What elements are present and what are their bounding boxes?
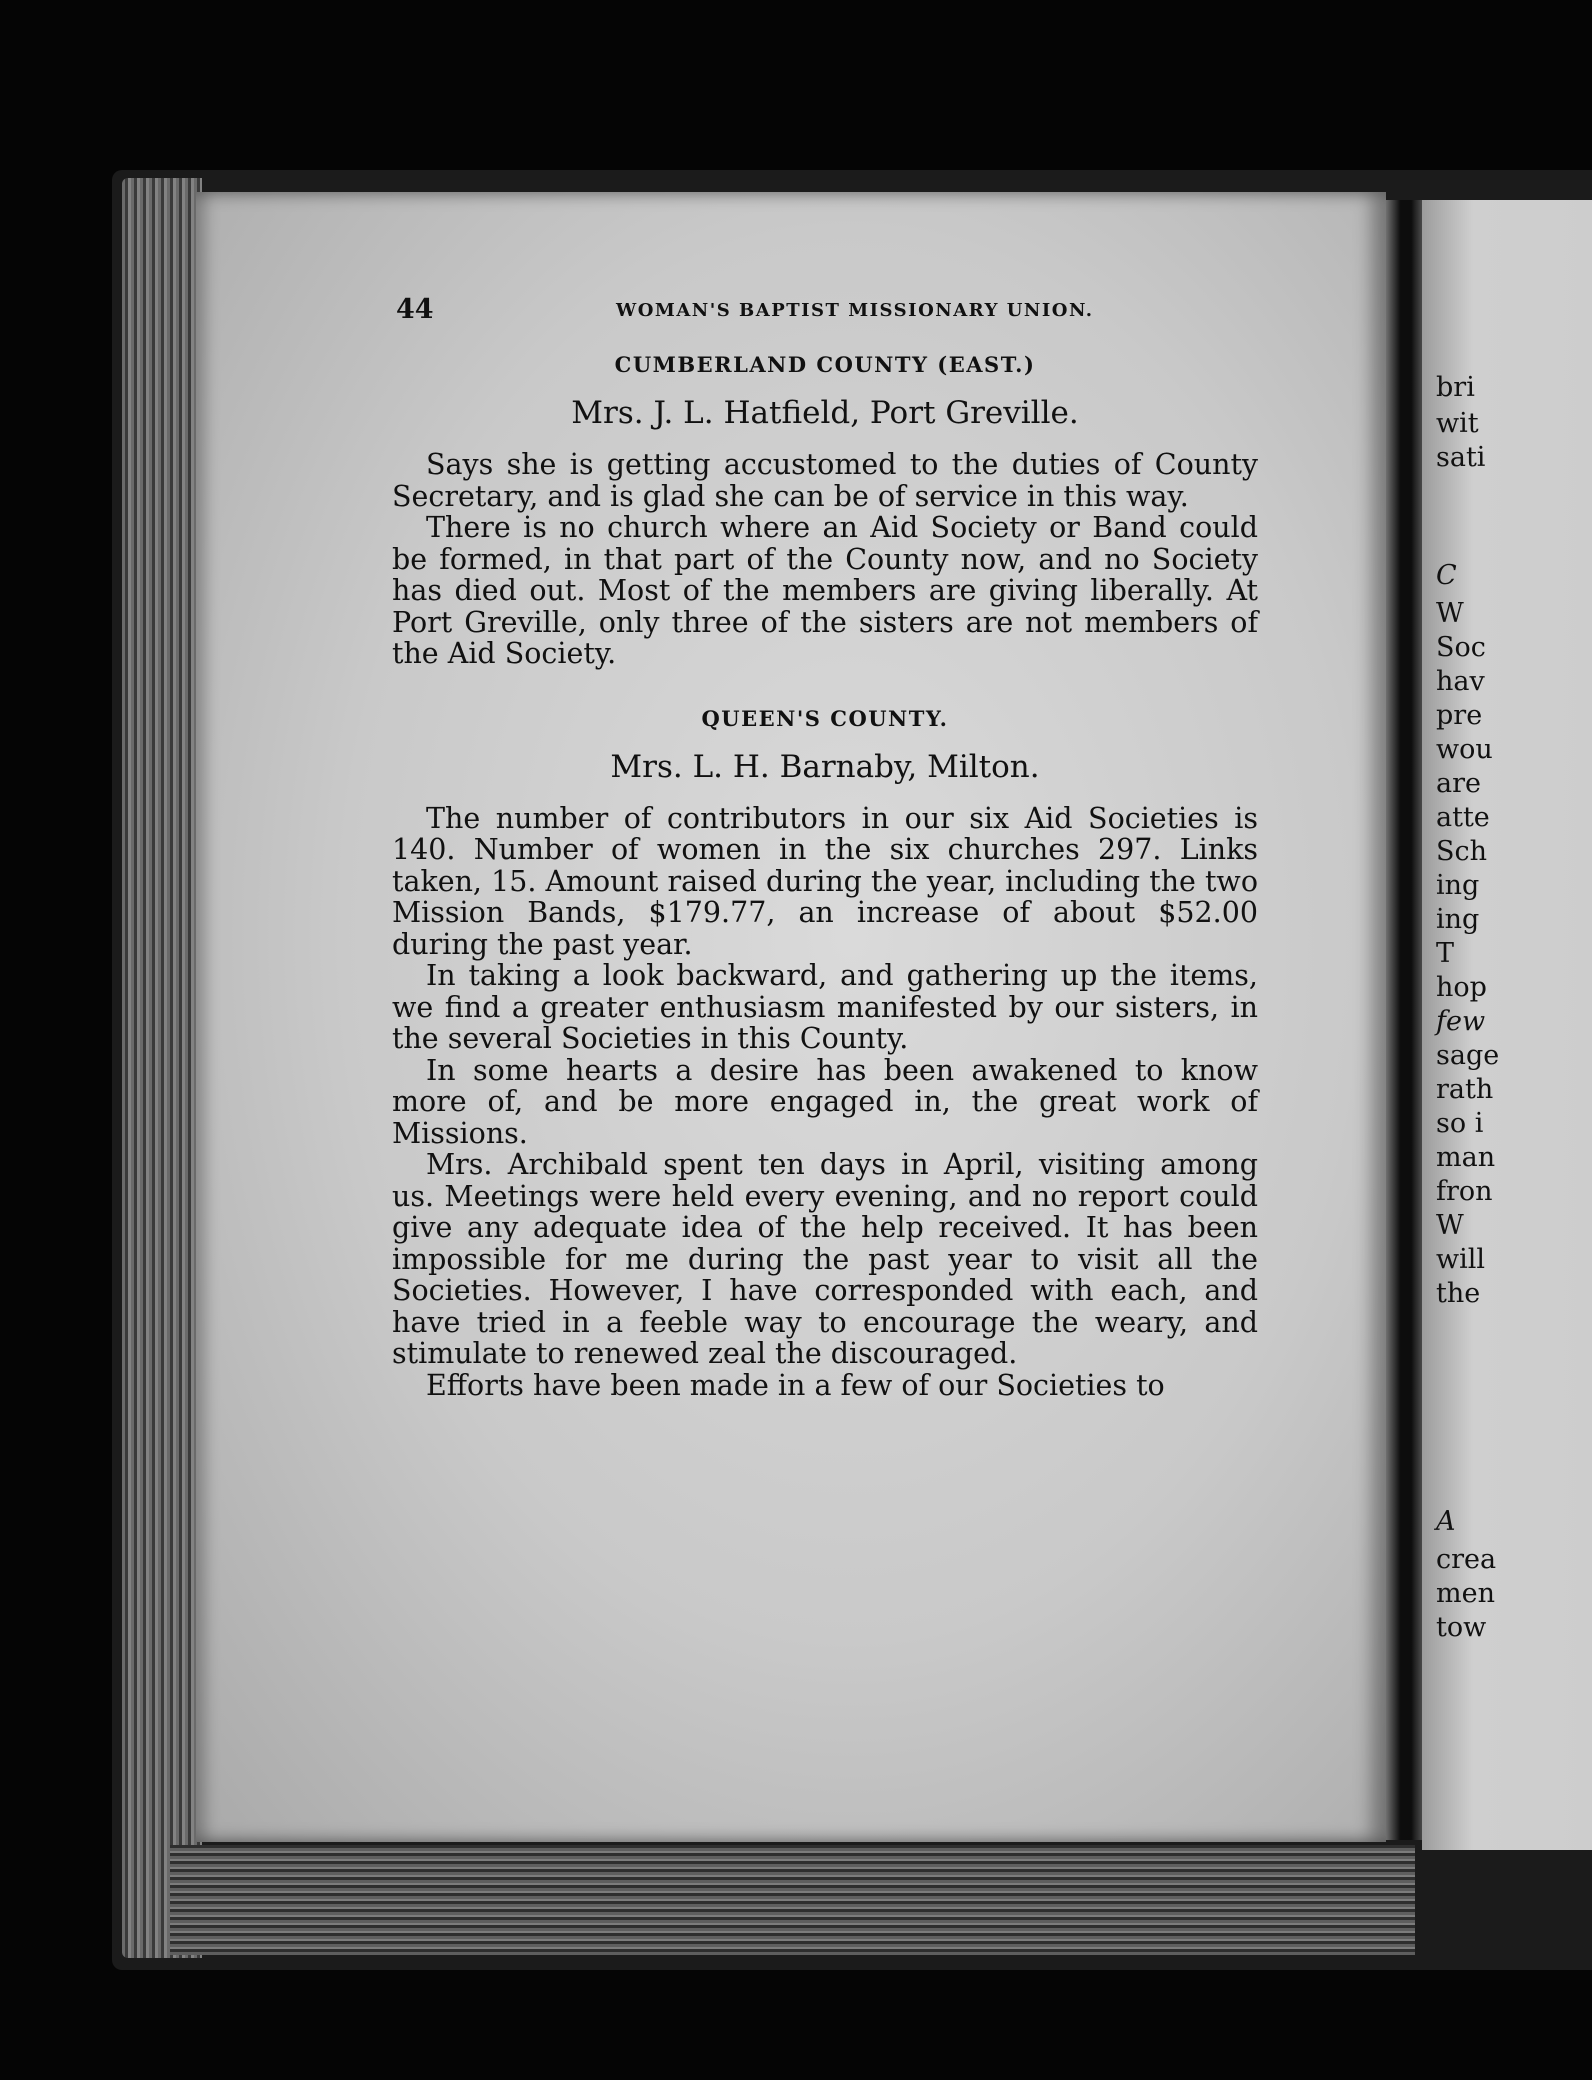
facing-line: W: [1436, 1210, 1464, 1241]
section-cumberland: [392, 352, 1258, 670]
paragraph: Says she is getting accustomed to the duties of County Secretary, and is glad she can be of service in this way.: [392, 448, 1258, 513]
text-block: [392, 352, 1258, 1401]
facing-line: so i: [1436, 1108, 1484, 1139]
secretary-name: Mrs. J. L. Hatfield, Port Greville.: [571, 395, 1079, 431]
page-number: 44: [396, 294, 434, 325]
facing-page: [1422, 200, 1592, 1850]
paragraph: Mrs. Archibald spent ten days in April, visiting among us. Meetings were held every evening, and no report could give any adequate idea of the help received. It has been impossible for me during the past year to visit all the Societies. However, I have corresponded with each, and have tried in a feeble way to encourage the weary, and stimulate to renewed zeal the discouraged.: [392, 1148, 1258, 1370]
paragraph: The number of contributors in our six Aid Societies is 140. Number of women in the six churches 297. Links taken, 15. Amount raised during the year, including the two Mission Bands, $179.77, an increase of about $52.00 during the past year.: [392, 801, 1258, 961]
facing-line: bri: [1436, 372, 1475, 403]
facing-line: hav: [1436, 666, 1485, 697]
facing-line: the: [1436, 1278, 1481, 1309]
facing-line: sati: [1436, 442, 1486, 473]
paragraph: There is no church where an Aid Society or Band could be formed, in that part of the County now, and no Society has died out. Most of the members are giving liberally. At Port Greville, only three of the sisters are not members of the Aid Society.: [392, 511, 1258, 670]
facing-line: atte: [1436, 802, 1490, 833]
facing-line: sage: [1436, 1040, 1500, 1071]
facing-line: W: [1436, 598, 1464, 629]
county-heading: QUEEN'S COUNTY.: [701, 705, 949, 731]
book-gutter: [1386, 200, 1422, 1840]
facing-line: are: [1436, 768, 1481, 799]
facing-line: will: [1436, 1244, 1486, 1275]
facing-line: Soc: [1436, 632, 1486, 663]
facing-line: men: [1436, 1578, 1495, 1609]
paragraph: In taking a look backward, and gathering up the items, we find a greater enthusiasm manifested by our sisters, in the several Societies in this County.: [392, 959, 1258, 1055]
secretary-name: Mrs. L. H. Barnaby, Milton.: [610, 748, 1040, 785]
facing-line: A: [1436, 1506, 1456, 1537]
running-head: [196, 294, 1386, 334]
facing-line: few: [1436, 1006, 1486, 1037]
page-edges-bottom: [170, 1845, 1415, 1955]
facing-line: ing: [1436, 870, 1480, 901]
facing-line: wou: [1436, 734, 1493, 765]
facing-line: fron: [1436, 1176, 1493, 1207]
facing-line: hop: [1436, 972, 1487, 1003]
facing-line: pre: [1436, 700, 1483, 731]
county-heading: CUMBERLAND COUNTY (EAST.): [614, 352, 1036, 377]
facing-line: wit: [1436, 408, 1479, 439]
facing-line: ing: [1436, 904, 1480, 935]
facing-line: man: [1436, 1142, 1496, 1173]
facing-line: Sch: [1436, 836, 1488, 867]
page-edges-left: [122, 178, 202, 1958]
facing-line: C: [1436, 560, 1457, 591]
section-queens: [392, 706, 1258, 1402]
left-page: [196, 192, 1386, 1842]
paragraph: Efforts have been made in a few of our Societies to: [426, 1368, 1165, 1402]
facing-line: T: [1436, 938, 1455, 969]
facing-line: tow: [1436, 1612, 1487, 1643]
running-title: WOMAN'S BAPTIST MISSIONARY UNION.: [616, 300, 1094, 321]
paragraph: In some hearts a desire has been awakened to know more of, and be more engaged in, the great work of Missions.: [392, 1053, 1258, 1150]
facing-line: rath: [1436, 1074, 1494, 1105]
facing-line: crea: [1436, 1544, 1497, 1575]
